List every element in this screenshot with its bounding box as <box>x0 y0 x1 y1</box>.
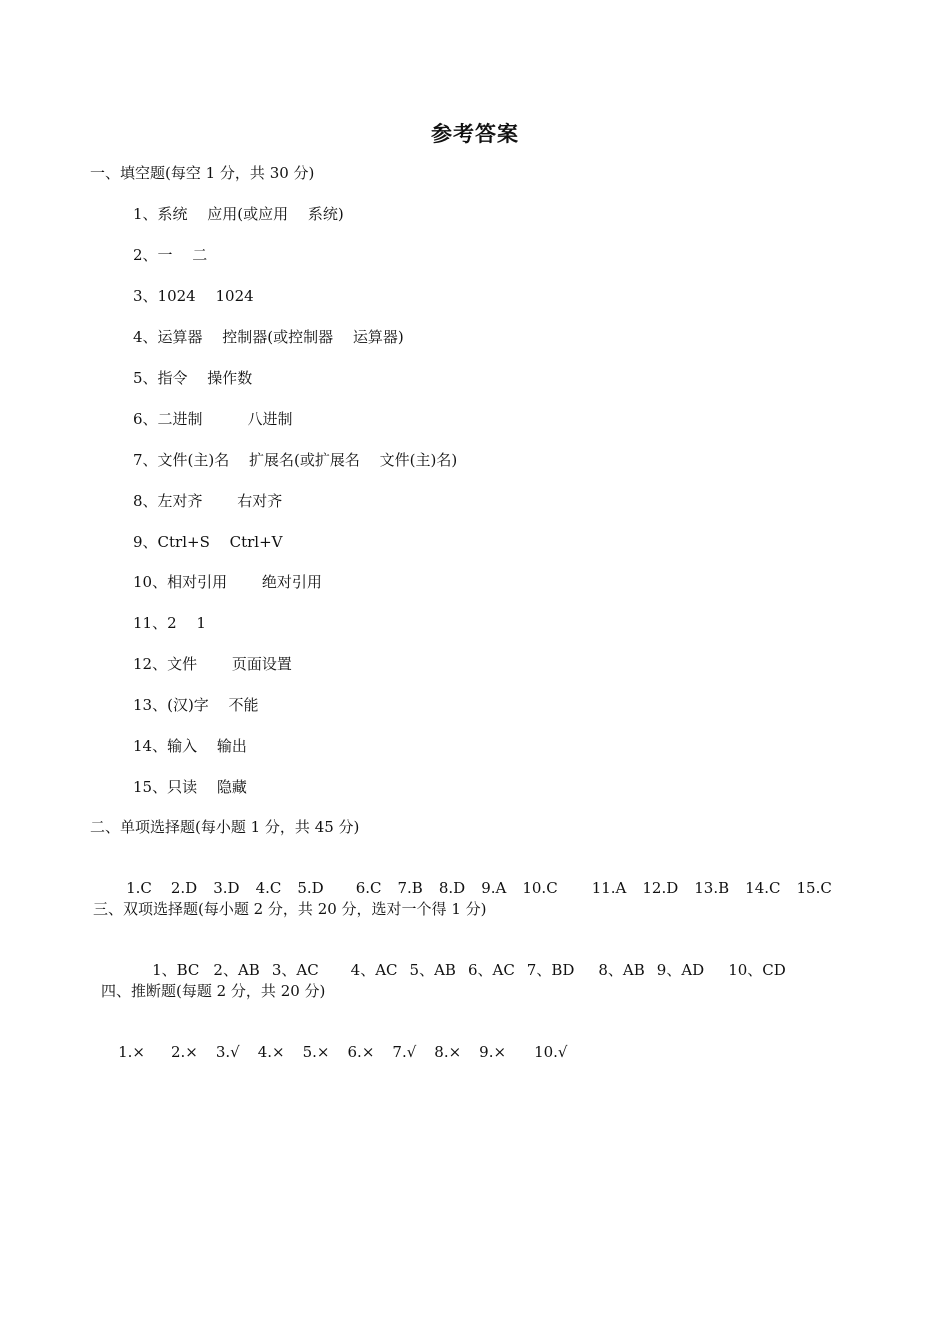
answer-value: 3.√ <box>215 1043 240 1061</box>
answer-item: 5、指令 操作数 <box>133 369 253 387</box>
answer-value: 7、BD <box>526 961 575 979</box>
answer-item: 4、运算器 控制器(或控制器 运算器) <box>133 328 404 346</box>
answer-value: 8.× <box>434 1043 462 1061</box>
answer-value: 1.× <box>118 1043 145 1061</box>
answer-value: 11.A <box>591 879 627 897</box>
answer-value: 14.C <box>745 879 781 897</box>
answer-item: 1、系统 应用(或应用 系统) <box>133 205 344 223</box>
answer-value: 4、AC <box>350 961 398 979</box>
answer-value: 13.B <box>694 879 730 897</box>
section-heading-fill-blank: 一、填空题(每空 1 分，共 30 分) <box>90 164 315 182</box>
answer-item: 2、一 二 <box>133 246 208 264</box>
answer-item: 6、二进制 八进制 <box>133 410 293 428</box>
answer-value: 9.× <box>479 1043 507 1061</box>
answer-value: 8、AB <box>598 961 645 979</box>
answer-value: 7.B <box>397 879 423 897</box>
answer-value: 3、AC <box>271 961 319 979</box>
answer-row-true-false <box>99 1022 567 1082</box>
answer-value: 3.D <box>213 879 240 897</box>
answer-value: 4.C <box>255 879 282 897</box>
answer-value: 2.× <box>170 1043 198 1061</box>
answer-item: 3、1024 1024 <box>133 287 254 305</box>
section-heading-double-choice: 三、双项选择题(每小题 2 分，共 20 分，选对一个得 1 分) <box>93 900 487 918</box>
answer-value: 15.C <box>796 879 832 897</box>
answer-value: 5.× <box>302 1043 330 1061</box>
answer-item: 14、输入 输出 <box>133 737 247 755</box>
answer-value: 6、AC <box>467 961 515 979</box>
answer-item: 12、文件 页面设置 <box>133 655 292 673</box>
answer-value: 2、AB <box>213 961 260 979</box>
answer-item: 10、相对引用 绝对引用 <box>133 573 322 591</box>
answer-value: 5、AB <box>409 961 456 979</box>
section-heading-true-false: 四、推断题(每题 2 分，共 20 分) <box>101 982 326 1000</box>
answer-item: 8、左对齐 右对齐 <box>133 492 283 510</box>
answer-value: 10.√ <box>534 1043 568 1061</box>
answer-value: 8.D <box>438 879 466 897</box>
answer-value: 2.D <box>170 879 198 897</box>
section-heading-single-choice: 二、单项选择题(每小题 1 分，共 45 分) <box>90 818 360 836</box>
answer-value: 6.C <box>355 879 382 897</box>
answer-item: 7、文件(主)名 扩展名(或扩展名 文件(主)名) <box>133 451 458 469</box>
answer-value: 4.× <box>257 1043 285 1061</box>
answer-item: 9、Ctrl+S Ctrl+V <box>133 533 283 551</box>
answer-item: 13、(汉)字 不能 <box>133 696 259 714</box>
answer-value: 10.C <box>522 879 558 897</box>
answer-value: 5.D <box>297 879 324 897</box>
answer-value: 9.A <box>481 879 507 897</box>
answer-item: 11、2 1 <box>133 614 206 632</box>
page-title: 参考答案 <box>431 122 519 146</box>
answer-value: 1.C <box>126 879 152 897</box>
answer-value: 10、CD <box>728 961 786 979</box>
answer-value: 12.D <box>642 879 679 897</box>
answer-value: 6.× <box>347 1043 375 1061</box>
answer-item: 15、只读 隐藏 <box>133 778 247 796</box>
answer-value: 9、AD <box>656 961 705 979</box>
answer-value: 1、BC <box>152 961 200 979</box>
answer-value: 7.√ <box>392 1043 417 1061</box>
